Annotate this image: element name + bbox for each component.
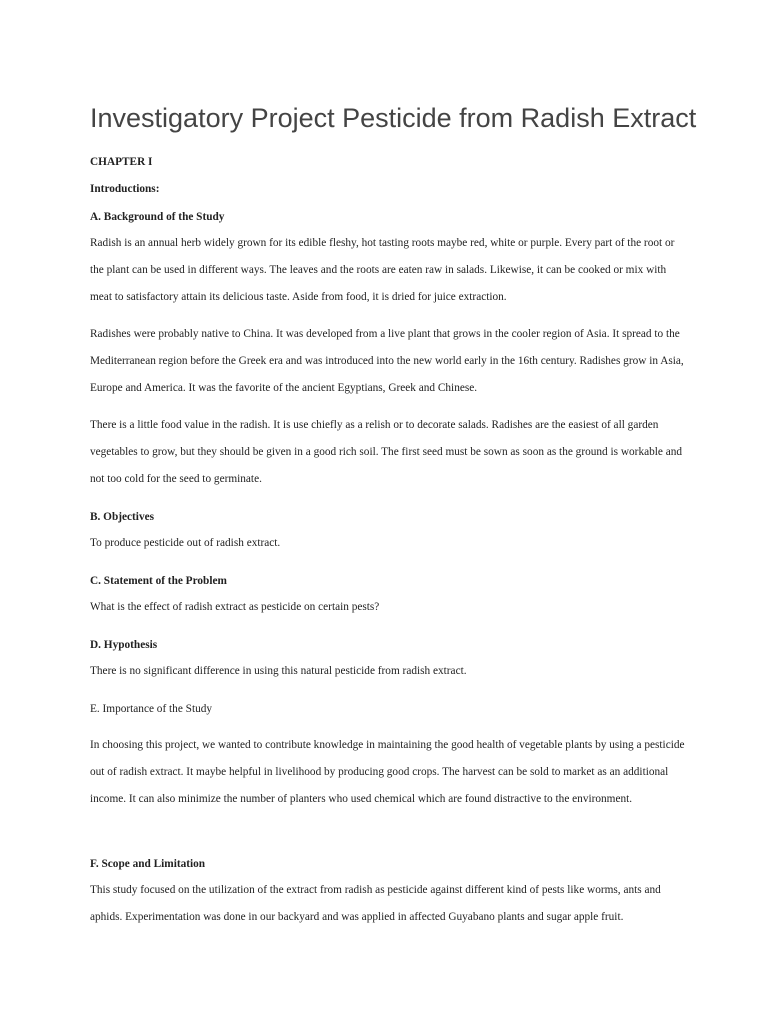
objectives-text: To produce pesticide out of radish extract. — [90, 537, 281, 549]
chapter-heading: CHAPTER I — [90, 156, 153, 168]
background-paragraph-3: There is a little food value in the radish. It is use chiefly as a relish or to decorate salads. Radishes are the easiest of all garden vegetables to grow, but they should be given in a good rich soil. The first seed must be sown as soon as the ground is workable and not too cold for the seed to germinate. — [90, 419, 683, 485]
background-paragraph-2: Radishes were probably native to China. It was developed from a live plant that grows in the cooler region of Asia. It spread to the Mediterranean region before the Greek era and was introduced into the new world early in the 16th century. Radishes grow in Asia, Europe and America. It was the favorite of the ancient Egyptians, Greek and Chinese. — [90, 328, 684, 394]
scope-text: This study focused on the utilization of the extract from radish as pesticide against different kind of pests like worms, ants and aphids. Experimentation was done in our backyard and was applied in affected Guyabano plants and sugar apple fruit. — [90, 884, 661, 923]
problem-heading: C. Statement of the Problem — [90, 575, 227, 587]
background-paragraph-1: Radish is an annual herb widely grown for its edible fleshy, hot tasting roots maybe red, white or purple. Every part of the root or the plant can be used in different ways. The leaves and the roots are eaten raw in salads. Likewise, it can be cooked or mix with meat to satisfactory attain its delicious taste. Aside from food, it is dried for juice extraction. — [90, 237, 675, 303]
objectives-heading: B. Objectives — [90, 511, 155, 523]
scope-heading: F. Scope and Limitation — [90, 858, 206, 870]
background-heading: A. Background of the Study — [90, 211, 225, 223]
hypothesis-text: There is no significant difference in using this natural pesticide from radish extract. — [90, 665, 467, 677]
document-title: Investigatory Project Pesticide from Radish Extract — [90, 103, 697, 133]
introductions-heading: Introductions: — [90, 183, 160, 195]
importance-heading: E. Importance of the Study — [90, 703, 213, 715]
importance-text: In choosing this project, we wanted to contribute knowledge in maintaining the good health of vegetable plants by using a pesticide out of radish extract. It maybe helpful in livelihood by producing good crops. The harvest can be sold to market as an additional income. It can also minimize the number of planters who used chemical which are found distractive to the environment. — [90, 739, 685, 805]
problem-text: What is the effect of radish extract as pesticide on certain pests? — [90, 601, 380, 613]
hypothesis-heading: D. Hypothesis — [90, 639, 158, 651]
